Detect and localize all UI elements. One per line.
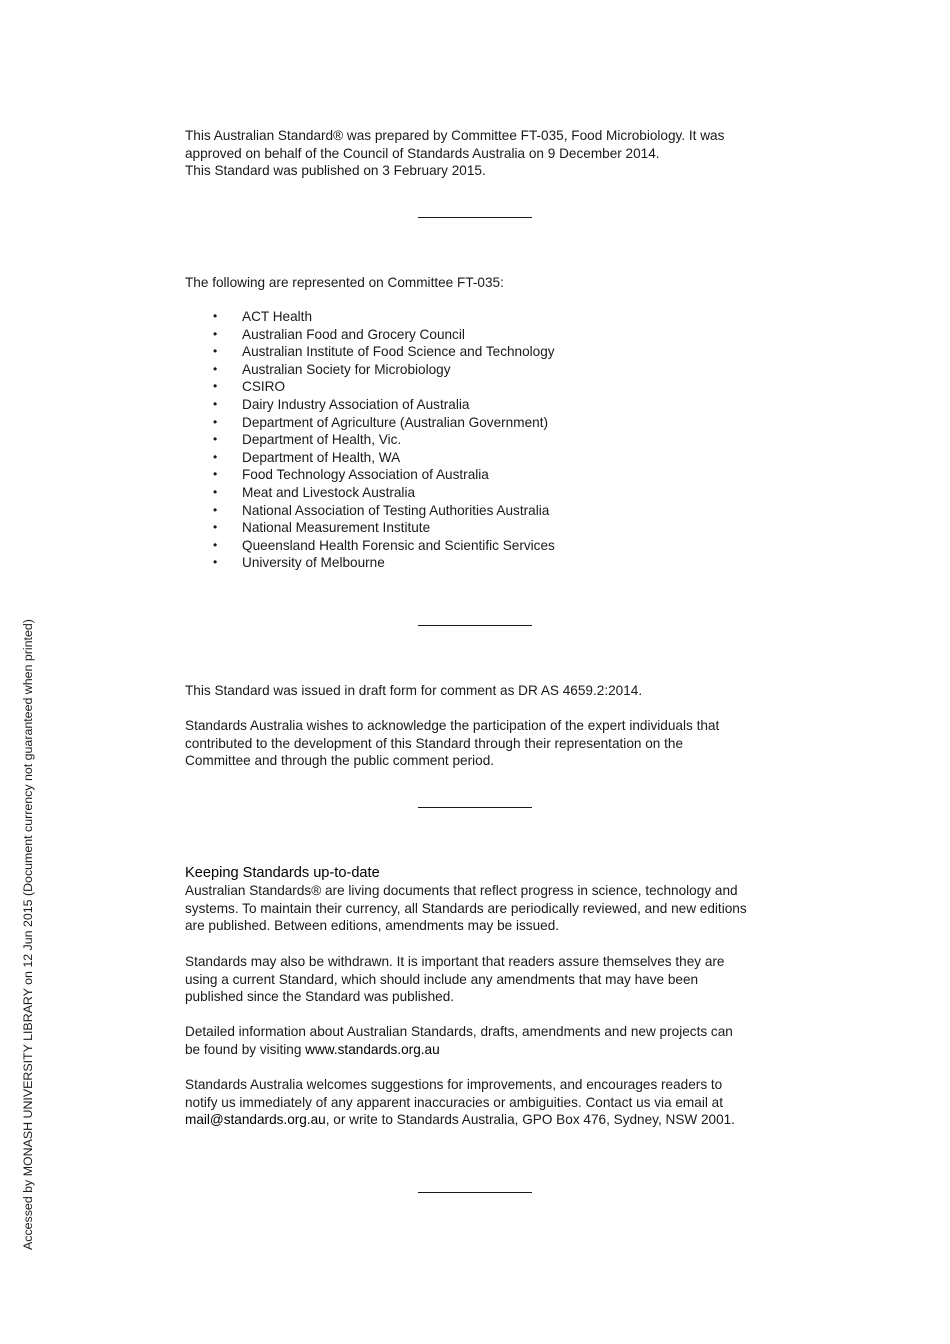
keeping-paragraph-3 — [185, 1023, 775, 1058]
bullet-icon: • — [213, 555, 218, 570]
member-name: University of Melbourne — [242, 555, 385, 571]
list-item — [185, 326, 555, 344]
member-name: Australian Society for Microbiology — [242, 361, 451, 377]
paragraph-line: Australian Standards® are living documents that reflect progress in science, technology and — [185, 883, 738, 898]
list-item — [185, 431, 555, 449]
bullet-icon: • — [213, 396, 218, 411]
acknowledgement-line: Committee and through the public comment period. — [185, 753, 495, 769]
committee-intro: The following are represented on Committee FT-035: — [185, 275, 504, 290]
member-name: ACT Health — [242, 309, 313, 324]
paragraph-line — [185, 1111, 775, 1129]
bullet-icon: • — [213, 361, 218, 376]
section-divider — [418, 625, 532, 626]
bullet-icon: • — [213, 326, 218, 341]
bullet-icon: • — [213, 537, 218, 552]
paragraph-line: Standards may also be withdrawn. It is important that readers assure themselves they are — [185, 954, 725, 969]
member-name: National Measurement Institute — [242, 520, 431, 536]
member-name: Department of Agriculture (Australian Government) — [242, 414, 548, 430]
website-link[interactable]: www.standards.org.au — [305, 1041, 440, 1057]
bullet-icon: • — [213, 432, 218, 447]
list-item — [185, 396, 555, 414]
member-name: Dairy Industry Association of Australia — [242, 396, 470, 412]
intro-line: This Australian Standard® was prepared by Committee FT-035, Food Microbiology. It was — [185, 128, 725, 143]
paragraph-line: Detailed information about Australian Standards, drafts, amendments and new projects can — [185, 1024, 733, 1039]
list-item — [185, 466, 555, 484]
bullet-icon: • — [213, 379, 218, 394]
paragraph-line: using a current Standard, which should include any amendments that may have been — [185, 971, 699, 987]
list-item — [185, 519, 555, 537]
member-name: National Association of Testing Authorities Australia — [242, 502, 550, 518]
bullet-icon: • — [213, 502, 218, 517]
committee-member-list — [185, 308, 555, 572]
bullet-icon: • — [213, 449, 218, 464]
draft-issued-note: This Standard was issued in draft form for comment as DR AS 4659.2:2014. — [185, 683, 643, 698]
bullet-icon: • — [213, 414, 218, 429]
list-item — [185, 449, 555, 467]
bullet-icon: • — [213, 467, 218, 482]
section-divider — [418, 807, 532, 808]
section-divider — [418, 1192, 532, 1193]
email-link[interactable]: mail@standards.org.au — [185, 1112, 326, 1128]
member-name: Department of Health, WA — [242, 449, 401, 465]
bullet-icon: • — [213, 484, 218, 499]
list-item — [185, 361, 555, 379]
paragraph-line: Standards Australia welcomes suggestions for improvements, and encourages readers to — [185, 1077, 723, 1092]
list-item — [185, 308, 555, 326]
list-item — [185, 502, 555, 520]
access-note: Accessed by MONASH UNIVERSITY LIBRARY on 12 Jun 2015 (Document currency not guaranteed when printed) — [21, 619, 35, 1250]
member-name: Australian Food and Grocery Council — [242, 326, 465, 342]
bullet-icon: • — [213, 309, 218, 323]
paragraph-line: published since the Standard was published. — [185, 989, 455, 1005]
section-divider — [418, 217, 532, 218]
acknowledgement-line: contributed to the development of this Standard through their representation on the — [185, 735, 684, 751]
bullet-icon: • — [213, 520, 218, 535]
list-item — [185, 554, 555, 572]
list-item — [185, 537, 555, 555]
member-name: CSIRO — [242, 379, 286, 395]
paragraph-text: be found by visiting — [185, 1041, 306, 1057]
paragraph-text: , or write to Standards Australia, GPO Box 476, Sydney, NSW 2001. — [325, 1112, 736, 1128]
keeping-paragraph-1 — [185, 882, 775, 935]
member-name: Food Technology Association of Australia — [242, 467, 489, 483]
acknowledgement-line: Standards Australia wishes to acknowledge the participation of the expert individuals that — [185, 718, 720, 733]
paragraph-line: are published. Between editions, amendments may be issued. — [185, 918, 560, 934]
member-name: Australian Institute of Food Science and Technology — [242, 344, 555, 360]
list-item — [185, 484, 555, 502]
intro-paragraph — [185, 127, 775, 180]
bullet-icon: • — [213, 344, 218, 359]
member-name: Meat and Livestock Australia — [242, 484, 416, 500]
member-name: Department of Health, Vic. — [242, 432, 402, 448]
list-item — [185, 378, 555, 396]
list-item — [185, 343, 555, 361]
section-heading: Keeping Standards up-to-date — [185, 865, 380, 881]
list-item — [185, 414, 555, 432]
paragraph-line: systems. To maintain their currency, all Standards are periodically reviewed, and new editions — [185, 900, 747, 916]
paragraph-line: notify us immediately of any apparent inaccuracies or ambiguities. Contact us via email at — [185, 1094, 723, 1110]
member-name: Queensland Health Forensic and Scientific Services — [242, 537, 555, 553]
paragraph-line — [185, 1041, 775, 1059]
keeping-paragraph-2 — [185, 953, 775, 1006]
keeping-paragraph-4 — [185, 1076, 775, 1129]
intro-line: This Standard was published on 3 February 2015. — [185, 163, 486, 179]
acknowledgement-paragraph — [185, 717, 775, 770]
intro-line: approved on behalf of the Council of Standards Australia on 9 December 2014. — [185, 145, 660, 161]
